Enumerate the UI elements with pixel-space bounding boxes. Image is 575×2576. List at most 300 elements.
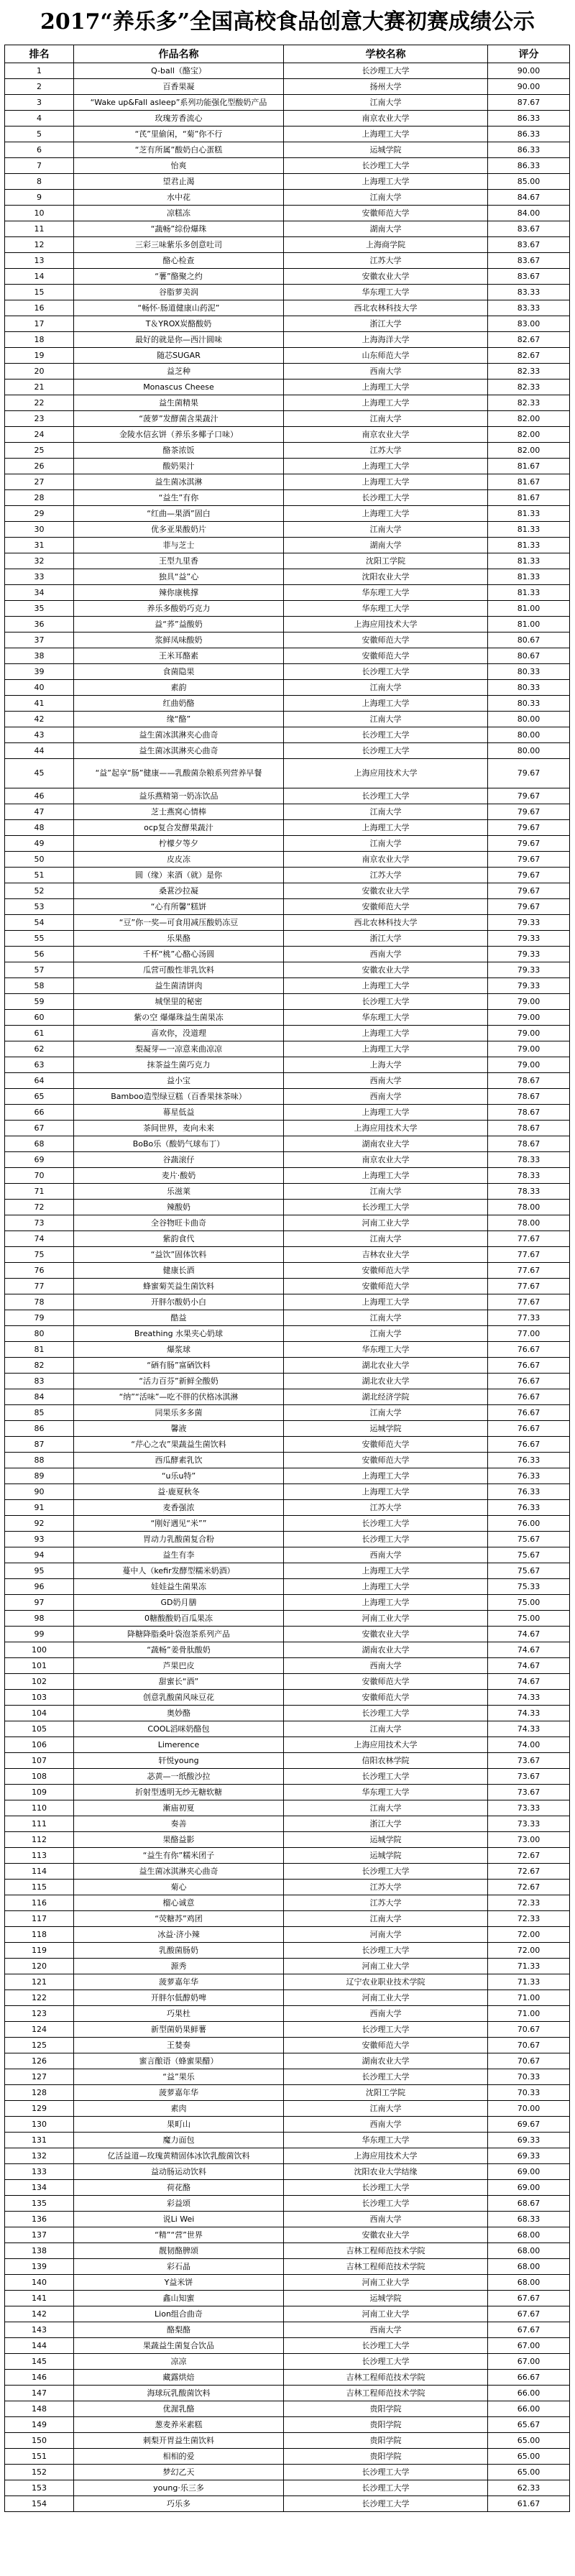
- rank-cell: 7: [5, 158, 74, 174]
- score-cell: 82.67: [488, 348, 570, 364]
- table-row: [5, 1674, 570, 1690]
- school-name-cell: 上海理工大学: [284, 395, 488, 411]
- rank-cell: 140: [5, 2275, 74, 2291]
- school-name-cell: 长沙理工大学: [284, 1200, 488, 1215]
- score-cell: 82.00: [488, 443, 570, 459]
- table-row: [5, 1089, 570, 1105]
- score-cell: 78.33: [488, 1184, 570, 1200]
- entry-name-cell: 酪心检查: [74, 253, 284, 269]
- table-row: [5, 1658, 570, 1674]
- entry-name-cell: 冰益·济小辣: [74, 1927, 284, 1943]
- score-cell: 77.67: [488, 1294, 570, 1310]
- school-name-cell: 江苏大学: [284, 1500, 488, 1516]
- table-row: [5, 2243, 570, 2259]
- table-row: [5, 1294, 570, 1310]
- table-row: [5, 899, 570, 915]
- entry-name-cell: 源秀: [74, 1959, 284, 1974]
- entry-name-cell: 巧乐多: [74, 2496, 284, 2512]
- rank-cell: 87: [5, 1437, 74, 1453]
- rank-cell: 146: [5, 2370, 74, 2386]
- entry-name-cell: Lion组合曲奇: [74, 2306, 284, 2322]
- entry-name-cell: 蔓中人（kefir发酵型糯米奶酒）: [74, 1563, 284, 1579]
- score-cell: 71.00: [488, 1990, 570, 2006]
- table-row: [5, 174, 570, 190]
- table-row: [5, 538, 570, 553]
- table-row: [5, 712, 570, 727]
- rank-cell: 42: [5, 712, 74, 727]
- entry-name-cell: 千杯“桃”心酪心汤圆: [74, 947, 284, 962]
- school-name-cell: 西南大学: [284, 947, 488, 962]
- school-name-cell: 江苏大学: [284, 868, 488, 883]
- rank-cell: 34: [5, 585, 74, 601]
- score-cell: 72.33: [488, 1895, 570, 1911]
- rank-cell: 57: [5, 962, 74, 978]
- entry-name-cell: 藏露烘焙: [74, 2370, 284, 2386]
- entry-name-cell: 创意乳酸菌风味豆花: [74, 1690, 284, 1706]
- school-name-cell: 上海应用技术大学: [284, 759, 488, 788]
- table-row: [5, 2227, 570, 2243]
- table-row: [5, 1231, 570, 1247]
- entry-name-cell: 彩石晶: [74, 2259, 284, 2275]
- entry-name-cell: “益生有你”糯米团子: [74, 1848, 284, 1864]
- rank-cell: 28: [5, 490, 74, 506]
- school-name-cell: 湖南农业大学: [284, 1642, 488, 1658]
- entry-name-cell: 紫の空 爆爆珠益生菌果冻: [74, 1010, 284, 1026]
- rank-cell: 99: [5, 1627, 74, 1642]
- entry-name-cell: 最好的就是你—西汁圆味: [74, 332, 284, 348]
- table-row: [5, 1579, 570, 1595]
- table-row: [5, 2133, 570, 2148]
- entry-name-cell: 麦香强浓: [74, 1500, 284, 1516]
- score-cell: 67.67: [488, 2322, 570, 2338]
- school-name-cell: 西南大学: [284, 2212, 488, 2227]
- table-row: [5, 79, 570, 95]
- school-name-cell: 长沙理工大学: [284, 63, 488, 79]
- table-row: [5, 883, 570, 899]
- entry-name-cell: 独具“益”心: [74, 569, 284, 585]
- school-name-cell: 扬州大学: [284, 79, 488, 95]
- entry-name-cell: 益生有李: [74, 1547, 284, 1563]
- entry-name-cell: 娃娃益生菌果冻: [74, 1579, 284, 1595]
- school-name-cell: 西南大学: [284, 2117, 488, 2133]
- rank-cell: 11: [5, 221, 74, 237]
- rank-cell: 96: [5, 1579, 74, 1595]
- entry-name-cell: “红曲—果酒”固白: [74, 506, 284, 522]
- entry-name-cell: 健康长酒: [74, 1263, 284, 1279]
- table-row: [5, 1026, 570, 1041]
- score-cell: 74.33: [488, 1721, 570, 1737]
- table-row: [5, 1563, 570, 1579]
- table-row: [5, 2259, 570, 2275]
- score-cell: 75.67: [488, 1563, 570, 1579]
- rank-cell: 12: [5, 237, 74, 253]
- entry-name-cell: “豆”你一奖—可食用减压酸奶冻豆: [74, 915, 284, 931]
- school-name-cell: 吉林工程师范技术学院: [284, 2259, 488, 2275]
- school-name-cell: 长沙理工大学: [284, 490, 488, 506]
- score-cell: 65.00: [488, 2465, 570, 2480]
- score-cell: 78.67: [488, 1121, 570, 1136]
- rank-cell: 153: [5, 2480, 74, 2496]
- school-name-cell: 江苏大学: [284, 443, 488, 459]
- entry-name-cell: 优渥乳酪: [74, 2401, 284, 2417]
- rank-cell: 114: [5, 1864, 74, 1880]
- rank-cell: 56: [5, 947, 74, 962]
- school-name-cell: 河南大学: [284, 1927, 488, 1943]
- entry-name-cell: 刺梨开胃益生菌饮料: [74, 2433, 284, 2449]
- entry-name-cell: 奥妙酪: [74, 1706, 284, 1721]
- table-row: [5, 1800, 570, 1816]
- rank-cell: 4: [5, 111, 74, 126]
- school-name-cell: 南京农业大学: [284, 111, 488, 126]
- entry-name-cell: Monascus Cheese: [74, 380, 284, 395]
- score-cell: 84.67: [488, 190, 570, 206]
- entry-name-cell: 益生菌冰淇淋夹心曲奇: [74, 727, 284, 743]
- entry-name-cell: T＆YROX炭酪酸奶: [74, 316, 284, 332]
- rank-cell: 79: [5, 1310, 74, 1326]
- rank-cell: 104: [5, 1706, 74, 1721]
- table-row: [5, 2038, 570, 2053]
- table-row: [5, 190, 570, 206]
- entry-name-cell: “刚好遇见“米””: [74, 1516, 284, 1532]
- rank-cell: 95: [5, 1563, 74, 1579]
- entry-name-cell: “心有所馨”糕饼: [74, 899, 284, 915]
- header-score: 评分: [488, 45, 570, 63]
- entry-name-cell: 益芝种: [74, 364, 284, 380]
- school-name-cell: 华东理工大学: [284, 585, 488, 601]
- score-cell: 75.00: [488, 1611, 570, 1627]
- school-name-cell: 运城学院: [284, 142, 488, 158]
- school-name-cell: 运城学院: [284, 1832, 488, 1848]
- rank-cell: 10: [5, 206, 74, 221]
- rank-cell: 54: [5, 915, 74, 931]
- score-cell: 83.00: [488, 316, 570, 332]
- school-name-cell: 上海理工大学: [284, 696, 488, 712]
- entry-name-cell: “芝有所属”酸奶白心蛋糕: [74, 142, 284, 158]
- entry-name-cell: 王米耳酪素: [74, 648, 284, 664]
- entry-name-cell: 桑葚沙拉凝: [74, 883, 284, 899]
- table-row: [5, 947, 570, 962]
- rank-cell: 143: [5, 2322, 74, 2338]
- entry-name-cell: 食菌隐果: [74, 664, 284, 680]
- school-name-cell: 安徽师范大学: [284, 206, 488, 221]
- table-row: [5, 1358, 570, 1374]
- rank-cell: 19: [5, 348, 74, 364]
- entry-name-cell: “益”果乐: [74, 2069, 284, 2085]
- table-row: [5, 1073, 570, 1089]
- score-cell: 80.33: [488, 696, 570, 712]
- entry-name-cell: 抹茶益生菌巧克力: [74, 1057, 284, 1073]
- table-row: [5, 1769, 570, 1785]
- entry-name-cell: 养乐多酸奶巧克力: [74, 601, 284, 617]
- score-cell: 79.67: [488, 899, 570, 915]
- rank-cell: 108: [5, 1769, 74, 1785]
- score-cell: 73.67: [488, 1785, 570, 1800]
- table-row: [5, 126, 570, 142]
- table-row: [5, 1152, 570, 1168]
- score-cell: 69.33: [488, 2133, 570, 2148]
- score-cell: 71.33: [488, 1974, 570, 1990]
- rank-cell: 100: [5, 1642, 74, 1658]
- rank-cell: 37: [5, 632, 74, 648]
- table-row: [5, 664, 570, 680]
- score-cell: 76.33: [488, 1468, 570, 1484]
- rank-cell: 26: [5, 459, 74, 474]
- entry-name-cell: 茶间世界，麦向未来: [74, 1121, 284, 1136]
- table-row: [5, 1690, 570, 1706]
- score-cell: 80.00: [488, 727, 570, 743]
- table-row: [5, 206, 570, 221]
- score-cell: 82.33: [488, 395, 570, 411]
- rank-cell: 102: [5, 1674, 74, 1690]
- school-name-cell: 吉林工程师范技术学院: [284, 2370, 488, 2386]
- score-cell: 83.67: [488, 269, 570, 285]
- entry-name-cell: “荧糖苏”鸡团: [74, 1911, 284, 1927]
- table-row: [5, 427, 570, 443]
- score-cell: 79.67: [488, 883, 570, 899]
- entry-name-cell: 折射型透明无纱无糖软糖: [74, 1785, 284, 1800]
- score-cell: 81.33: [488, 522, 570, 538]
- rank-cell: 78: [5, 1294, 74, 1310]
- score-cell: 78.00: [488, 1215, 570, 1231]
- rank-cell: 75: [5, 1247, 74, 1263]
- table-row: [5, 364, 570, 380]
- score-cell: 69.00: [488, 2180, 570, 2196]
- table-row: [5, 490, 570, 506]
- rank-cell: 123: [5, 2006, 74, 2022]
- score-cell: 80.33: [488, 664, 570, 680]
- rank-cell: 90: [5, 1484, 74, 1500]
- school-name-cell: 江南大学: [284, 1310, 488, 1326]
- rank-cell: 65: [5, 1089, 74, 1105]
- score-cell: 82.33: [488, 364, 570, 380]
- score-cell: 79.33: [488, 947, 570, 962]
- rank-cell: 115: [5, 1880, 74, 1895]
- score-cell: 86.33: [488, 158, 570, 174]
- score-cell: 78.67: [488, 1089, 570, 1105]
- rank-cell: 32: [5, 553, 74, 569]
- school-name-cell: 上海应用技术大学: [284, 1121, 488, 1136]
- rank-cell: 33: [5, 569, 74, 585]
- rank-cell: 5: [5, 126, 74, 142]
- school-name-cell: 安徽师范大学: [284, 1263, 488, 1279]
- table-row: [5, 2196, 570, 2212]
- entry-name-cell: 益小宝: [74, 1073, 284, 1089]
- school-name-cell: 西南大学: [284, 1547, 488, 1563]
- school-name-cell: 信阳农林学院: [284, 1753, 488, 1769]
- score-cell: 79.00: [488, 1041, 570, 1057]
- score-cell: 67.67: [488, 2291, 570, 2306]
- rank-cell: 132: [5, 2148, 74, 2164]
- score-cell: 81.00: [488, 601, 570, 617]
- entry-name-cell: 说Li Wei: [74, 2212, 284, 2227]
- score-cell: 67.00: [488, 2338, 570, 2354]
- score-cell: 83.33: [488, 285, 570, 300]
- entry-name-cell: Limerence: [74, 1737, 284, 1753]
- rank-cell: 93: [5, 1532, 74, 1547]
- rank-cell: 70: [5, 1168, 74, 1184]
- entry-name-cell: “菠萝”发酵菌含果蔬汁: [74, 411, 284, 427]
- score-cell: 79.00: [488, 994, 570, 1010]
- rank-cell: 131: [5, 2133, 74, 2148]
- table-row: [5, 1263, 570, 1279]
- score-cell: 82.33: [488, 380, 570, 395]
- score-cell: 81.00: [488, 617, 570, 632]
- rank-cell: 85: [5, 1405, 74, 1421]
- entry-name-cell: 缘“酪”: [74, 712, 284, 727]
- school-name-cell: 长沙理工大学: [284, 727, 488, 743]
- school-name-cell: 安徽师范大学: [284, 1279, 488, 1294]
- entry-name-cell: 辣你康桃撑: [74, 585, 284, 601]
- school-name-cell: 华东理工大学: [284, 2133, 488, 2148]
- rank-cell: 47: [5, 804, 74, 820]
- score-cell: 67.00: [488, 2354, 570, 2370]
- school-name-cell: 湖南农业大学: [284, 1136, 488, 1152]
- score-cell: 74.33: [488, 1706, 570, 1721]
- entry-name-cell: “硒有肠”富硒饮料: [74, 1358, 284, 1374]
- score-cell: 78.67: [488, 1136, 570, 1152]
- score-cell: 77.67: [488, 1279, 570, 1294]
- table-row: [5, 1136, 570, 1152]
- table-row: [5, 2006, 570, 2022]
- entry-name-cell: 百香果凝: [74, 79, 284, 95]
- score-cell: 65.67: [488, 2417, 570, 2433]
- rank-cell: 138: [5, 2243, 74, 2259]
- school-name-cell: 江南大学: [284, 712, 488, 727]
- score-cell: 82.00: [488, 411, 570, 427]
- school-name-cell: 华东理工大学: [284, 1010, 488, 1026]
- entry-name-cell: 菊心: [74, 1880, 284, 1895]
- rank-cell: 64: [5, 1073, 74, 1089]
- entry-name-cell: 城堡里的秘密: [74, 994, 284, 1010]
- entry-name-cell: 漸庙初夏: [74, 1800, 284, 1816]
- rank-cell: 148: [5, 2401, 74, 2417]
- school-name-cell: 上海理工大学: [284, 474, 488, 490]
- entry-name-cell: 益生菌精果: [74, 395, 284, 411]
- school-name-cell: 运城学院: [284, 1421, 488, 1437]
- score-cell: 76.33: [488, 1500, 570, 1516]
- entry-name-cell: “活力百芬”新鲜全酸奶: [74, 1374, 284, 1389]
- rank-cell: 89: [5, 1468, 74, 1484]
- school-name-cell: 江南大学: [284, 836, 488, 852]
- score-cell: 68.00: [488, 2243, 570, 2259]
- score-cell: 72.00: [488, 1927, 570, 1943]
- school-name-cell: 南京农业大学: [284, 1152, 488, 1168]
- entry-name-cell: 西瓜酵素乳饮: [74, 1453, 284, 1468]
- rank-cell: 68: [5, 1136, 74, 1152]
- table-row: [5, 1959, 570, 1974]
- rank-cell: 136: [5, 2212, 74, 2227]
- school-name-cell: 河南工业大学: [284, 1215, 488, 1231]
- rank-cell: 74: [5, 1231, 74, 1247]
- rank-cell: 24: [5, 427, 74, 443]
- school-name-cell: 安徽师范大学: [284, 1453, 488, 1468]
- school-name-cell: 西南大学: [284, 2006, 488, 2022]
- school-name-cell: 河南工业大学: [284, 1990, 488, 2006]
- school-name-cell: 上海应用技术大学: [284, 2148, 488, 2164]
- school-name-cell: 西南大学: [284, 364, 488, 380]
- table-row: [5, 1437, 570, 1453]
- entry-name-cell: “芹心之农”果蔬益生菌饮料: [74, 1437, 284, 1453]
- rank-cell: 62: [5, 1041, 74, 1057]
- score-cell: 76.33: [488, 1484, 570, 1500]
- table-row: [5, 253, 570, 269]
- header-entry-name: 作品名称: [74, 45, 284, 63]
- table-row: [5, 553, 570, 569]
- entry-name-cell: 谷脂萝美润: [74, 285, 284, 300]
- rank-cell: 112: [5, 1832, 74, 1848]
- school-name-cell: 湖南大学: [284, 221, 488, 237]
- rank-cell: 49: [5, 836, 74, 852]
- rank-cell: 126: [5, 2053, 74, 2069]
- score-cell: 75.67: [488, 1547, 570, 1563]
- rank-cell: 111: [5, 1816, 74, 1832]
- rank-cell: 76: [5, 1263, 74, 1279]
- score-cell: 86.33: [488, 111, 570, 126]
- school-name-cell: 安徽师范大学: [284, 1674, 488, 1690]
- table-row: [5, 1737, 570, 1753]
- rank-cell: 71: [5, 1184, 74, 1200]
- score-cell: 81.33: [488, 585, 570, 601]
- school-name-cell: 江南大学: [284, 411, 488, 427]
- rank-cell: 52: [5, 883, 74, 899]
- school-name-cell: 长沙理工大学: [284, 2022, 488, 2038]
- table-row: [5, 2354, 570, 2370]
- school-name-cell: 江南大学: [284, 1911, 488, 1927]
- entry-name-cell: 王型九里香: [74, 553, 284, 569]
- score-cell: 76.67: [488, 1437, 570, 1453]
- entry-name-cell: 开胖尔低醇奶啤: [74, 1990, 284, 2006]
- table-row: [5, 2306, 570, 2322]
- score-cell: 81.67: [488, 459, 570, 474]
- rank-cell: 50: [5, 852, 74, 868]
- score-cell: 83.33: [488, 300, 570, 316]
- entry-name-cell: 益乐燕精第一奶冻饮品: [74, 788, 284, 804]
- table-row: [5, 648, 570, 664]
- table-row: [5, 1279, 570, 1294]
- score-cell: 81.33: [488, 506, 570, 522]
- score-cell: 75.00: [488, 1595, 570, 1611]
- school-name-cell: 上海理工大学: [284, 1484, 488, 1500]
- rank-cell: 92: [5, 1516, 74, 1532]
- school-name-cell: 江南大学: [284, 804, 488, 820]
- score-cell: 72.00: [488, 1943, 570, 1959]
- school-name-cell: 上海理工大学: [284, 1294, 488, 1310]
- table-row: [5, 2085, 570, 2101]
- rank-cell: 67: [5, 1121, 74, 1136]
- score-cell: 76.67: [488, 1342, 570, 1358]
- score-cell: 66.00: [488, 2386, 570, 2401]
- school-name-cell: 江南大学: [284, 1800, 488, 1816]
- table-row: [5, 852, 570, 868]
- score-cell: 82.67: [488, 332, 570, 348]
- score-cell: 77.67: [488, 1247, 570, 1263]
- school-name-cell: 江南大学: [284, 522, 488, 538]
- table-row: [5, 1500, 570, 1516]
- table-row: [5, 1215, 570, 1231]
- rank-cell: 106: [5, 1737, 74, 1753]
- page-title: 2017“养乐多”全国高校食品创意大赛初赛成绩公示: [40, 9, 535, 34]
- score-cell: 79.67: [488, 820, 570, 836]
- entry-name-cell: 同果乐多多菌: [74, 1405, 284, 1421]
- table-row: [5, 522, 570, 538]
- entry-name-cell: 益生菌清饼肉: [74, 978, 284, 994]
- entry-name-cell: 益生菌冰淇淋夹心曲奇: [74, 1864, 284, 1880]
- school-name-cell: 江南大学: [284, 2101, 488, 2117]
- score-cell: 65.00: [488, 2433, 570, 2449]
- header-row: [5, 45, 570, 63]
- header-rank: 排名: [5, 45, 74, 63]
- entry-name-cell: 浆鲜凤味酸奶: [74, 632, 284, 648]
